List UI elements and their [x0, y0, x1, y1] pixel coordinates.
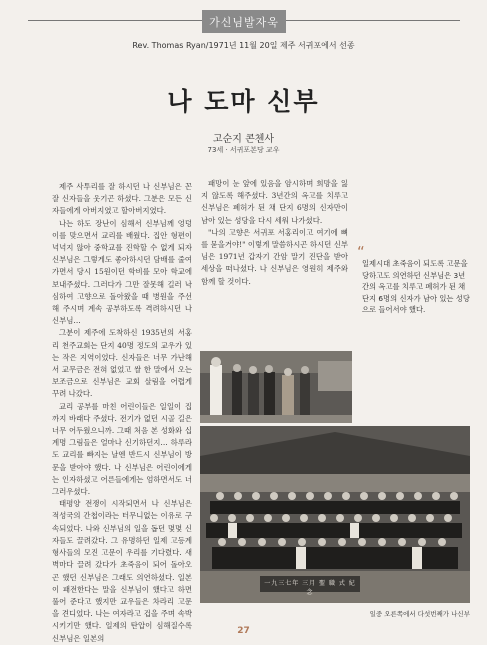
paragraph: 그분이 제주에 도착하신 1935년의 서홍리 천주교회는 단지 40명 정도의 교우가 있는 작은 지역이었다. 신자들은 너무 가난해서 교무금은 전혀 없었고 쌀 한 말에서 오는 보조금으로 신부님은 교회 살림을 어렵게 꾸려 나갔다.	[52, 328, 192, 399]
body-column-2	[201, 178, 348, 318]
photo1-illustration	[200, 351, 352, 423]
quote-mark-icon: “	[357, 243, 365, 261]
photo-inscription: 一九三七年 三月 聖 職 式 紀 念	[264, 580, 356, 596]
paragraph: "나의 고향은 서귀포 서홍리이고 여기에 뼈를 묻을거야!" 이렇게 말씀하시곤 하시던 신부님은 1971년 갑자기 간암 말기 진단을 받아 세상을 떠나셨다. 나 신부님은 영원히 제주와 함께 할 것이다.	[201, 227, 348, 286]
paragraph: 제주 사투리를 잘 하시던 나 신부님은 꼰잘 신자들을 웃기곤 하셨다. 그분은 모든 신자들에게 아버지였고 할아버지였다.	[52, 182, 192, 216]
photo-ordination-group	[200, 426, 470, 603]
paragraph: 태평양 전쟁이 시작되면서 나 신부님은 적성국의 간첩이라는 터무니없는 이유로 구속되었다. 나와 신부님의 일을 돕던 몇몇 신자들도 끌려갔다. 그 유명하던 일제 고등계 형사들의 모진 고문이 우리를 기다렸다. 새벽마다 끌려 갔다가 초죽음이 되어 돌아오곤 했던 신부님은 그래도 의연하셨다. 일본이 패전한다는 말을 신부님이 했다고 하면 풀어 준다고 했지만 교우들은 차라리 고문을 견디었다. 나는 여자라고 겁을 주며 속박시키기만 했다. 일제의 탄압이 심해질수록 신부님은 일본의	[52, 499, 192, 643]
photo-caption: 일중 오른쪽에서 다섯번째가 나신부	[369, 610, 470, 618]
author-name: 고순지 콘첸사	[212, 134, 275, 145]
photo-funeral-procession	[200, 351, 352, 423]
photo2-illustration	[200, 426, 470, 603]
pull-quote: 일제시대 초죽음이 되도록 고문을 당하고도 의연하던 신부님은 3년 간의 옥고를 치루고 폐허가 된 채 단지 6명의 신자가 남아 있는 성당으로 들어서야 했다.	[362, 259, 470, 315]
body-column-1	[52, 181, 192, 643]
author-description: 73세 · 서귀포본당 교우	[207, 146, 280, 154]
paragraph: 교리 공부를 마친 어린이들은 일일이 집까지 바래다 주셨다. 전기가 없던 시골 길은 너무 어두웠으니까. 그때 처음 본 성화와 십계명 그림들은 얼마나 신기하던지… 하루라도 교리를 빠지는 날엔 반드시 신부님이 방문을 받아야 했다. 나 신부님은 어린이에게는 인자하셨고 어른들에게는 엄하면서도 너그러우셨다.	[52, 401, 192, 497]
paragraph: 패망이 눈 앞에 있음을 암시하며 희망을 잃지 않도록 해주셨다. 3년간의 옥고를 치루고 신부님은 폐허가 된 채 단지 6명의 신자만이 남아 있는 성당을 다시 세워 나가셨다.	[201, 179, 348, 225]
rev-line: Rev. Thomas Ryan/1971년 11월 20일 제주 서귀포에서 선종	[132, 41, 355, 50]
article-title: 나 도마 신부	[167, 87, 320, 116]
section-tab: 가신님발자욱	[202, 10, 286, 33]
page-number: 27	[237, 626, 250, 636]
paragraph: 나는 하도 장난이 심해서 신부님께 엉덩이를 맞으면서 교리를 배웠다. 집안 형편이 넉넉지 않아 중학교를 진학할 수 없게 되자 신부님은 그렇게도 좋아하시던 담배를 줄여가면서 당시 15원이던 학비를 모아 학교에 보내주셨다. 그러다가 그만 잘못해 길러 낙심하여 고향으로 돌아왔을 때 병원을 주선해 주시며 계속 공부하도록 격려하시던 나 신부님…	[52, 218, 192, 326]
